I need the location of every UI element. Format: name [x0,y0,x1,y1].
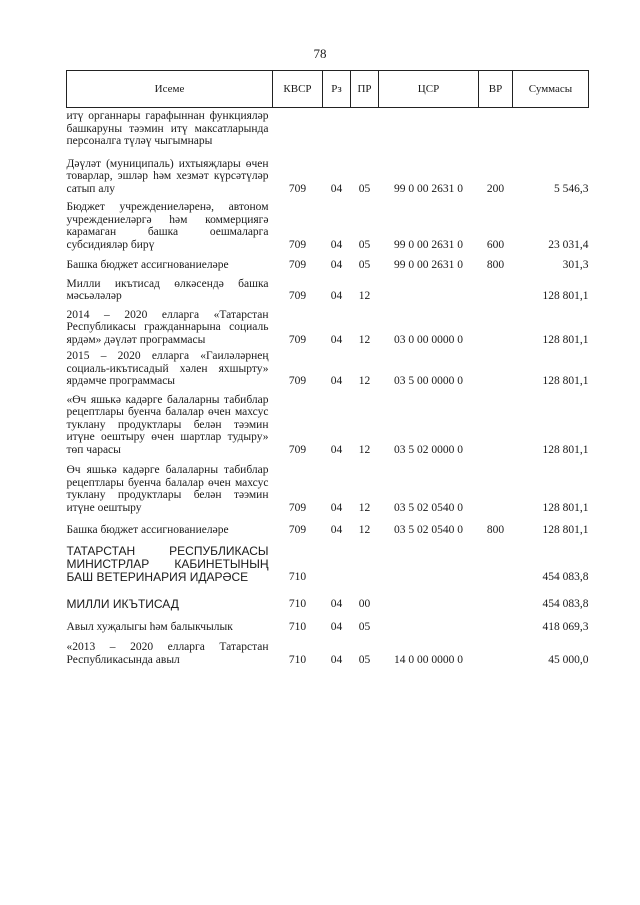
cell-sum [513,110,589,148]
cell-vr: 800 [486,259,505,271]
cell-kvsr: 709 [288,259,307,271]
cell-vr [479,464,513,514]
cell-csr: 03 5 02 0540 0 [394,501,463,514]
header-pr: ПР [351,71,379,108]
row-spacer [67,514,589,524]
row-spacer-cell [67,148,589,158]
cell-name: ТАТАРСТАН РЕСПУБЛИКАСЫ МИНИСТРЛАР КАБИНЕТЫНЫҢ БАШ ВЕТЕРИНАРИЯ ИДАРӘСЕ [66,543,269,584]
cell-rz: 04 [330,620,343,633]
cell-sum: 45 000,0 [548,653,589,666]
cell-name: Башка бюджет ассигнованиеләре [66,259,229,271]
cell-csr: 03 5 00 0000 0 [394,375,463,387]
cell-vr: 200 [486,182,505,195]
cell-sum: 128 801,1 [542,290,589,302]
cell-rz: 04 [330,238,343,251]
cell-pr [351,110,379,148]
header-sum: Суммасы [513,71,589,108]
table-row [67,394,589,457]
row-spacer [67,584,589,598]
cell-sum: 5 546,3 [554,182,589,195]
cell-kvsr: 709 [288,501,307,514]
cell-pr: 05 [358,182,371,195]
table-row [67,158,589,196]
cell-csr [379,545,479,584]
row-spacer-cell [67,456,589,464]
row-spacer-cell [67,584,589,598]
cell-kvsr: 710 [288,571,307,583]
table-row [67,259,589,272]
cell-name: «2013 – 2020 елларга Татарстан Республикасында авыл [66,641,269,666]
row-spacer-cell [67,633,589,641]
cell-kvsr: 709 [288,524,307,536]
cell-kvsr: 709 [288,290,307,302]
cell-csr: 99 0 00 2631 0 [394,182,463,195]
cell-pr: 12 [358,501,371,514]
cell-pr: 00 [358,598,371,610]
row-spacer [67,633,589,641]
cell-rz: 04 [330,653,343,666]
table-row [67,545,589,584]
cell-rz [323,545,351,584]
cell-pr [351,545,379,584]
cell-csr: 03 0 00 0000 0 [394,333,463,346]
table-row [67,598,589,611]
budget-table [66,70,589,666]
cell-rz: 04 [330,375,343,387]
cell-kvsr: 709 [288,333,307,346]
header-name: Исеме [67,71,273,108]
cell-name: Дәүләт (муниципаль) ихтыяҗлары өчен товарлар, эшләр һәм хезмәт күрсәтүләр сатып алу [66,157,269,195]
cell-vr [479,350,513,388]
table-row [67,110,589,148]
row-spacer-cell [67,251,589,259]
cell-vr [479,309,513,347]
table-row [67,524,589,537]
cell-vr [479,641,513,666]
header-rz: Рз [323,71,351,108]
cell-name: МИЛЛИ ИКЪТИСАД [66,596,179,611]
cell-sum: 128 801,1 [542,333,589,346]
cell-vr [479,278,513,303]
cell-pr: 05 [358,238,371,251]
cell-vr: 800 [486,524,505,536]
cell-kvsr: 709 [288,375,307,387]
row-spacer [67,456,589,464]
cell-pr: 05 [358,653,371,666]
cell-vr [479,621,513,634]
cell-sum: 128 801,1 [542,375,589,387]
cell-pr: 12 [358,333,371,346]
cell-csr [379,621,479,634]
cell-csr: 14 0 00 0000 0 [394,653,463,666]
cell-name: Өч яшькә кадәрге балаларны табиблар рецептлары буенча балалар өчен махсус туклану продуктлары белән тәэмин итүне оештыру [66,464,269,514]
page-number: 78 [313,46,327,61]
table-row [67,621,589,634]
cell-pr: 12 [358,290,371,302]
table-row [67,201,589,251]
table-row [67,309,589,347]
cell-vr: 600 [486,238,505,251]
cell-name: Башка бюджет ассигнованиеләре [66,524,229,536]
cell-sum: 454 083,8 [542,571,589,583]
cell-name: Авыл хуҗалыгы һәм балыкчылык [66,620,233,633]
cell-pr: 05 [358,259,371,271]
cell-name: Милли икътисад өлкәсендә башка мәсьәләләр [66,277,269,302]
cell-kvsr: 709 [288,182,307,195]
header-csr: ЦСР [379,71,479,108]
cell-sum: 454 083,8 [542,598,589,610]
cell-rz: 04 [330,598,343,610]
cell-vr [479,598,513,611]
cell-csr: 03 5 02 0000 0 [394,443,463,456]
cell-csr [379,598,479,611]
cell-kvsr: 710 [288,598,307,610]
table-row [67,278,589,303]
cell-name: 2014 – 2020 елларга «Татарстан Республикасы гражданнарына социаль ярдәм» дәүләт программасы [66,308,269,346]
row-spacer [67,611,589,621]
cell-name: Бюджет учреждениеләренә, автоном учреждениеләргә һәм коммерциягә карамаган башка оешмаларга субсидияләр бирү [66,201,269,251]
cell-pr: 12 [358,524,371,536]
cell-sum: 301,3 [562,259,589,271]
table-row [67,464,589,514]
cell-rz: 04 [330,333,343,346]
cell-sum: 128 801,1 [542,501,589,514]
cell-vr [479,545,513,584]
table-body [67,108,589,667]
cell-name: «Өч яшькә кадәрге балаларны табиблар рецептлары буенча балалар өчен махсус туклану продуктлары белән тәэмин итүне оештыру өчен шартлар тудыру» төп чарасы [66,393,269,456]
cell-vr [479,394,513,457]
cell-csr [379,110,479,148]
cell-vr [479,110,513,148]
row-spacer-cell [67,514,589,524]
row-spacer [67,251,589,259]
cell-sum: 23 031,4 [548,238,589,251]
cell-sum: 128 801,1 [542,443,589,456]
row-spacer [67,148,589,158]
cell-rz: 04 [330,443,343,456]
cell-rz: 04 [330,259,343,271]
cell-pr: 05 [358,620,371,633]
table-row [67,350,589,388]
cell-rz: 04 [330,501,343,514]
table-header [67,71,589,108]
cell-csr: 99 0 00 2631 0 [394,259,463,271]
cell-name: итү органнары гарафыннан функцияләр башкаруны тәэмин итү максатларында персоналга түләү чыгымнары [66,110,269,147]
cell-kvsr [273,110,323,148]
cell-pr: 12 [358,375,371,387]
row-spacer-cell [67,611,589,621]
cell-sum: 418 069,3 [542,620,589,633]
table-row [67,641,589,666]
cell-rz: 04 [330,524,343,536]
cell-rz: 04 [330,182,343,195]
cell-kvsr: 709 [288,238,307,251]
cell-kvsr: 709 [288,443,307,456]
cell-kvsr: 710 [288,620,307,633]
cell-rz [323,110,351,148]
cell-sum: 128 801,1 [542,524,589,536]
cell-name: 2015 – 2020 елларга «Гаиләләрнең социаль-икътисадый хәлен яхшырту» ярдәмче программасы [66,350,269,387]
header-vr: ВР [479,71,513,108]
cell-csr: 03 5 02 0540 0 [394,524,463,536]
cell-csr [379,278,479,303]
cell-rz: 04 [330,290,343,302]
header-kvsr: КВСР [273,71,323,108]
cell-kvsr: 710 [288,653,307,666]
cell-pr: 12 [358,443,371,456]
cell-csr: 99 0 00 2631 0 [394,238,463,251]
